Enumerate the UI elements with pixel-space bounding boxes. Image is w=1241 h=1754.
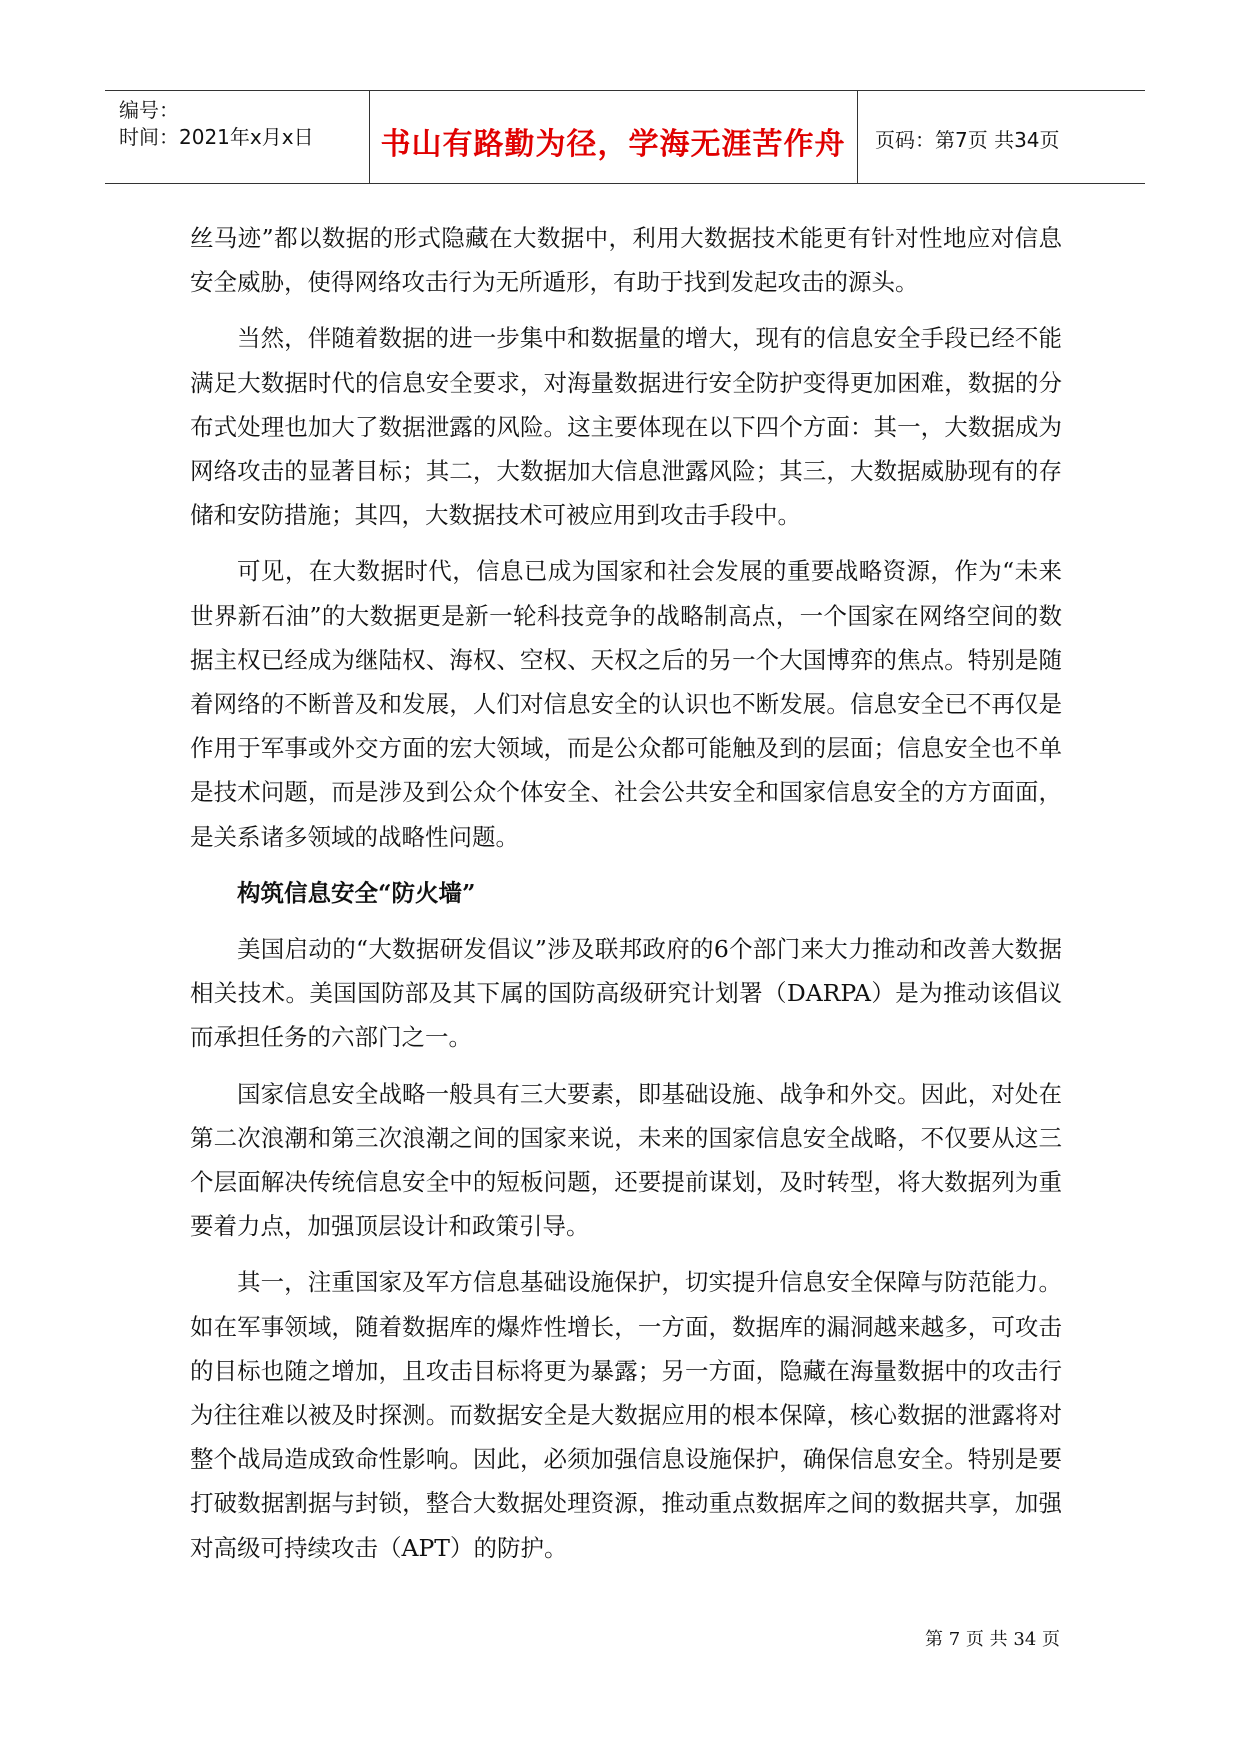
paragraph: 美国启动的“大数据研发倡议”涉及联邦政府的6个部门来大力推动和改善大数据相关技术。美国国防部及其下属的国防高级研究计划署（DARPA）是为推动该倡议而承担任务的六部门之一。 — [190, 935, 1062, 1052]
document-number-label: 编号： — [119, 98, 179, 122]
paragraph: 国家信息安全战略一般具有三大要素，即基础设施、战争和外交。因此，对处在第二次浪潮和第三次浪潮之间的国家来说，未来的国家信息安全战略，不仅要从这三个层面解决传统信息安全中的短板问题，还要提前谋划，及时转型，将大数据列为重要着力点，加强顶层设计和政策引导。 — [190, 1079, 1062, 1241]
page-footer: 第 7 页 共 34 页 — [925, 1629, 1060, 1650]
header-page-cell — [857, 91, 1145, 183]
section-heading: 构筑信息安全“防火墙” — [237, 878, 476, 907]
document-body — [190, 216, 1062, 1582]
header-motto-cell — [369, 91, 858, 183]
document-time-label: 时间：2021年x月x日 — [119, 125, 314, 149]
header-page-code: 页码：第7页 共34页 — [875, 128, 1060, 152]
page-header — [105, 90, 1145, 184]
header-motto: 书山有路勤为径，学海无涯苦作舟 — [380, 127, 846, 162]
paragraph: 当然，伴随着数据的进一步集中和数据量的增大，现有的信息安全手段已经不能满足大数据时代的信息安全要求，对海量数据进行安全防护变得更加困难，数据的分布式处理也加大了数据泄露的风险。这主要体现在以下四个方面：其一，大数据成为网络攻击的显著目标；其二，大数据加大信息泄露风险；其三，大数据威胁现有的存储和安防措施；其四，大数据技术可被应用到攻击手段中。 — [190, 324, 1062, 530]
header-info-cell — [105, 91, 370, 183]
paragraph: 其一，注重国家及军方信息基础设施保护，切实提升信息安全保障与防范能力。如在军事领域，随着数据库的爆炸性增长，一方面，数据库的漏洞越来越多，可攻击的目标也随之增加，且攻击目标将更为暴露；另一方面，隐藏在海量数据中的攻击行为往往难以被及时探测。而数据安全是大数据应用的根本保障，核心数据的泄露将对整个战局造成致命性影响。因此，必须加强信息设施保护，确保信息安全。特别是要打破数据割据与封锁，整合大数据处理资源，推动重点数据库之间的数据共享，加强对高级可持续攻击（APT）的防护。 — [190, 1268, 1062, 1562]
paragraph-continued: 丝马迹”都以数据的形式隐藏在大数据中，利用大数据技术能更有针对性地应对信息安全威胁，使得网络攻击行为无所遁形，有助于找到发起攻击的源头。 — [190, 224, 1062, 297]
paragraph: 可见，在大数据时代，信息已成为国家和社会发展的重要战略资源，作为“未来世界新石油”的大数据更是新一轮科技竞争的战略制高点，一个国家在网络空间的数据主权已经成为继陆权、海权、空权、天权之后的另一个大国博弈的焦点。特别是随着网络的不断普及和发展，人们对信息安全的认识也不断发展。信息安全已不再仅是作用于军事或外交方面的宏大领域，而是公众都可能触及到的层面；信息安全也不单是技术问题，而是涉及到公众个体安全、社会公共安全和国家信息安全的方方面面，是关系诸多领域的战略性问题。 — [190, 557, 1062, 851]
